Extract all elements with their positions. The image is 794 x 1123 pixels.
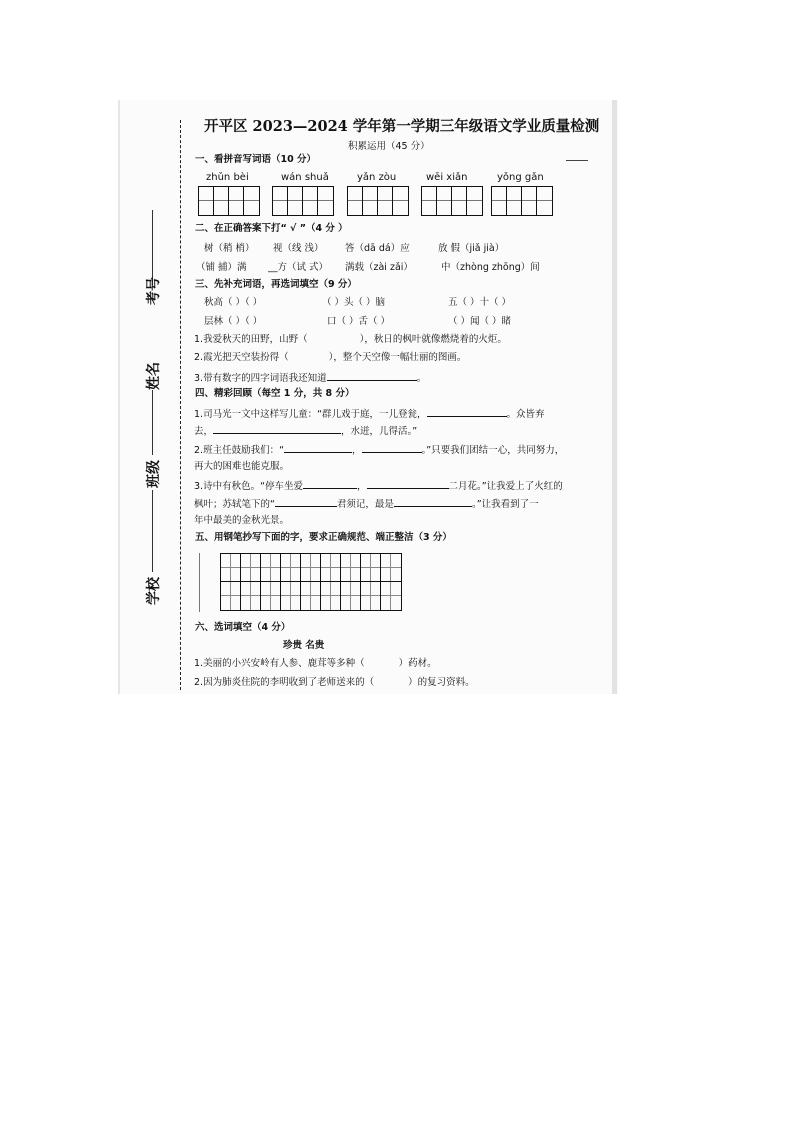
s3-idiom[interactable]: （ ）闻（ ）睹: [448, 316, 512, 327]
s3-q3-b: 。: [416, 373, 427, 384]
scan-edge-left: [118, 100, 120, 694]
pinyin-5: yǒng gǎn: [497, 172, 544, 183]
s3-q1[interactable]: [194, 334, 507, 346]
s4-q3-line1[interactable]: [194, 479, 563, 493]
section-2-heading: 二、在正确答案下打“ √ ”（4 分 ）: [195, 223, 348, 234]
writing-box-3[interactable]: [347, 186, 409, 216]
section-4-heading: 四、精彩回顾（每空 1 分，共 8 分）: [195, 388, 355, 399]
pinyin-4: wēi xiǎn: [426, 172, 468, 183]
s6-q2[interactable]: [194, 677, 475, 689]
s4-q1-d: ，水迸，儿得活。”: [341, 426, 418, 437]
s6-q1[interactable]: [194, 658, 437, 670]
s3-idiom[interactable]: （ ）头（ ）脑: [322, 297, 386, 308]
s4-q1-b: 。众皆弃: [506, 409, 545, 420]
exam-no-line: [152, 210, 153, 285]
s3-idiom[interactable]: 五（ ）十（ ）: [448, 297, 512, 308]
s3-q2-a: 2.霞光把天空装扮得（: [194, 352, 289, 363]
s3-q2[interactable]: [194, 352, 466, 364]
s2-item[interactable]: __方（试 式）: [268, 262, 329, 273]
s3-idiom[interactable]: 口（ ）舌（ ）: [327, 316, 391, 327]
s3-q1-b: ），秋日的枫叶就像燃烧着的火炬。: [359, 334, 507, 345]
word-choices: 珍贵 名贵: [283, 640, 325, 651]
pinyin-3: yǎn zòu: [357, 172, 397, 183]
pinyin-1: zhǔn bèi: [206, 172, 249, 183]
name-label: 姓名: [146, 362, 162, 390]
writing-box-5[interactable]: [491, 186, 553, 216]
s6-q2-a: 2.因为肺炎住院的李明收到了老师送来的（: [194, 677, 375, 688]
s4-q3-b: ，: [357, 481, 367, 492]
section-3-heading: 三、先补充词语，再选词填空（9 分）: [195, 279, 357, 290]
s4-q3-line3: 年中最美的金秋光景。: [194, 515, 290, 526]
s4-q2-b: ，: [352, 445, 362, 456]
s3-idiom[interactable]: 秋高（ ）（ ）: [204, 297, 263, 308]
s2-item[interactable]: 答（dā dá）应: [345, 243, 410, 254]
writing-box-2[interactable]: [272, 186, 334, 216]
s2-item[interactable]: 满载（zài zǎi）: [345, 262, 413, 273]
section-1-heading: 一、看拼音写词语（10 分）: [195, 154, 317, 165]
s3-q1-a: 1.我爱秋天的田野，山野（: [194, 334, 308, 345]
s4-q1-c: 去，: [194, 426, 214, 437]
writing-box-1[interactable]: [198, 186, 260, 216]
s4-q1-line1[interactable]: [194, 407, 545, 421]
pinyin-2: wán shuǎ: [281, 172, 329, 183]
s4-q3-c: 二月花。”让我爱上了火红的: [448, 481, 563, 492]
scan-edge-right: [612, 100, 617, 694]
s4-q2-a: 2.班主任鼓励我们：“: [194, 445, 284, 456]
school-label: 学校: [146, 577, 162, 605]
exam-no-label: 考号: [146, 277, 162, 305]
s2-item[interactable]: 中（zhòng zhōng）间: [441, 262, 540, 273]
section-5-heading: 五、用钢笔抄写下面的字，要求正确规范、端正整洁（3 分）: [195, 532, 452, 543]
s4-q3-f: 。”让我看到了一: [471, 499, 539, 510]
writing-box-4[interactable]: [421, 186, 483, 216]
s3-idiom[interactable]: 层林（ ）（ ）: [204, 316, 263, 327]
class-label: 班级: [146, 460, 162, 488]
s4-q1-line2[interactable]: [194, 424, 417, 438]
s2-item[interactable]: 树（稍 梢）: [204, 243, 255, 254]
s4-q2-line2: 再大的困难也能克服。: [194, 461, 290, 472]
s3-q3-a: 3.带有数字的四字词语我还知道: [194, 373, 327, 384]
s4-q1-a: 1.司马光一文中这样写儿童：“群儿戏于庭，一儿登瓮，: [194, 409, 427, 420]
s4-q2-c: 。”只要我们团结一心，共同努力，: [421, 445, 565, 456]
school-line: [152, 512, 153, 572]
s4-q3-line2[interactable]: [194, 497, 539, 511]
s6-q1-a: 1.美丽的小兴安岭有人参、鹿茸等多种（: [194, 658, 365, 669]
s2-item[interactable]: 放 假（jiǎ jià）: [438, 243, 505, 254]
s6-q1-b: ）药材。: [398, 658, 437, 669]
header-dash: [566, 160, 588, 161]
copy-writing-grid[interactable]: [220, 553, 402, 611]
s3-q3[interactable]: [194, 371, 426, 385]
s6-q2-b: ）的复习资料。: [408, 677, 475, 688]
page-title: 开平区 2023—2024 学年第一学期三年级语文学业质量检测: [204, 118, 600, 135]
s4-q3-e: 君须记，最是: [336, 499, 394, 510]
s4-q2-line1[interactable]: [194, 443, 564, 457]
name-line: [152, 390, 153, 455]
s4-q3-d: 枫叶；苏轼笔下的“: [194, 499, 275, 510]
section-6-heading: 六、选词填空（4 分）: [195, 622, 291, 633]
page-subtitle: 积累运用（45 分）: [348, 141, 430, 152]
binding-dashed-line: [180, 120, 181, 690]
s2-item[interactable]: 视（线 浅）: [273, 243, 324, 254]
s3-q2-b: ），整个天空像一幅壮丽的图画。: [328, 352, 467, 363]
s4-q3-a: 3.诗中有秋色。“停车坐爱: [194, 481, 303, 492]
copy-grid-lead: [199, 553, 220, 612]
s2-item[interactable]: （铺 捕）满: [196, 262, 247, 273]
